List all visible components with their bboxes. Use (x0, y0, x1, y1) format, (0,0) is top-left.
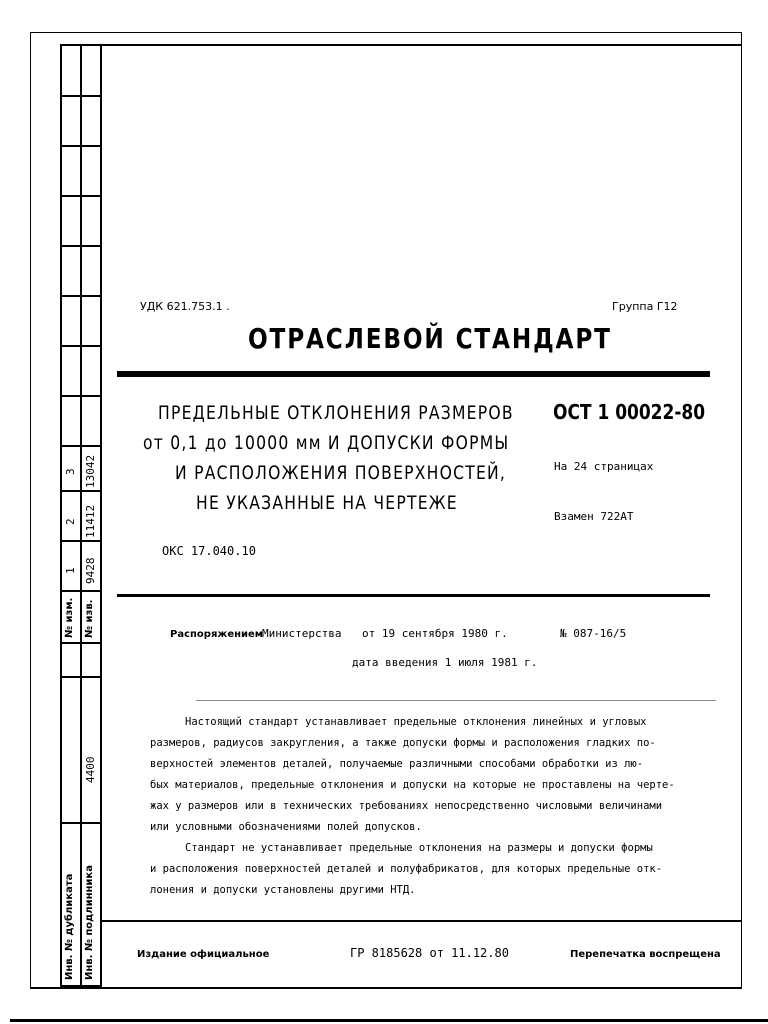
stamp-col-number-2: 2 (64, 518, 77, 525)
stamp-row-line (60, 345, 102, 347)
body-line: бых материалов, предельные отклонения и допуски на которые не проставлены на черте- (150, 779, 675, 791)
stamp-row-line (60, 445, 102, 447)
stamp-inv-original: 4400 (84, 756, 97, 783)
stamp-line-1 (60, 44, 62, 986)
subtitle-line-4: НЕ УКАЗАННЫЕ НА ЧЕРТЕЖЕ (196, 492, 458, 514)
frame-left-border (30, 32, 31, 987)
stamp-col-number-1: 1 (64, 567, 77, 574)
footer-registration: ГР 8185628 от 11.12.80 (350, 946, 509, 960)
stamp-inv-11412: 11412 (84, 504, 97, 538)
subtitle-line-2: от 0,1 до 10000 мм И ДОПУСКИ ФОРМЫ (143, 432, 510, 454)
frame-top-border (30, 32, 742, 33)
standard-designation: ОСТ 1 00022-80 (553, 400, 706, 424)
sheet-bottom-edge (10, 1019, 768, 1022)
group-code: Группа Г12 (612, 300, 678, 313)
stamp-inv-9428: 9428 (84, 557, 97, 584)
order-ministry: Министерства (262, 627, 342, 640)
frame-bottom-border (30, 987, 742, 989)
stamp-row-line (60, 195, 102, 197)
stamp-row-line (60, 295, 102, 297)
stamp-col-number-3: 3 (64, 468, 77, 475)
stamp-label-duplicate: Инв. № дубликата (64, 873, 75, 980)
oks-code: ОКС 17.040.10 (162, 544, 256, 558)
body-line: размеров, радиусов закругления, а также допуски формы и расположения гладких по- (150, 737, 656, 749)
title-rule (117, 371, 710, 377)
replaces-note: Взамен 722АТ (554, 510, 634, 523)
stamp-row-line (60, 245, 102, 247)
stamp-top-rule (60, 44, 742, 46)
stamp-row-line (60, 590, 102, 592)
stamp-line-2 (80, 44, 82, 986)
footer-rule (100, 920, 741, 922)
stamp-row-line (60, 540, 102, 542)
stamp-row-line (60, 395, 102, 397)
body-line: Настоящий стандарт устанавливает предельные отклонения линейных и угловых (185, 716, 647, 728)
order-date: от 19 сентября 1980 г. (362, 627, 508, 640)
stamp-row-line (60, 822, 102, 824)
body-line: Стандарт не устанавливает предельные отклонения на размеры и допуски формы (185, 842, 653, 854)
stamp-label-izv: № изв. (84, 599, 95, 638)
stamp-row-line (60, 145, 102, 147)
body-line: верхностей элементов деталей, получаемые различными способами обработки из лю- (150, 758, 644, 770)
faint-rule (196, 700, 716, 701)
intro-date: дата введения 1 июля 1981 г. (352, 656, 538, 669)
body-line: и расположения поверхностей деталей и полуфабрикатов, для которых предельные отк- (150, 863, 663, 875)
stamp-row-line (60, 985, 102, 987)
footer-official: Издание официальное (137, 949, 270, 960)
footer-reprint: Перепечатка воспрещена (570, 949, 721, 960)
body-line: жах у размеров или в технических требованиях непосредственно числовыми величинами (150, 800, 663, 812)
stamp-row-line (60, 642, 102, 644)
stamp-row-line (60, 95, 102, 97)
subtitle-line-1: ПРЕДЕЛЬНЫЕ ОТКЛОНЕНИЯ РАЗМЕРОВ (158, 402, 514, 424)
section-rule (117, 594, 710, 597)
body-text (150, 712, 710, 901)
stamp-label-original: Инв. № подлинника (84, 865, 95, 980)
stamp-row-line (60, 676, 102, 678)
subtitle-line-3: И РАСПОЛОЖЕНИЯ ПОВЕРХНОСТЕЙ, (175, 462, 507, 484)
stamp-line-3 (100, 44, 102, 986)
stamp-row-line (60, 490, 102, 492)
order-label: Распоряжением (170, 629, 263, 640)
order-number: № 087-16/5 (560, 627, 627, 640)
stamp-inv-13042: 13042 (84, 454, 97, 488)
body-line: лонения и допуски установлены другими НТД. (150, 884, 416, 896)
stamp-label-izm: № изм. (64, 597, 75, 638)
frame-right-border (741, 32, 742, 987)
page-count: На 24 страницах (554, 460, 654, 473)
body-line: или условными обозначениями полей допусков. (150, 821, 422, 833)
page-title: ОТРАСЛЕВОЙ СТАНДАРТ (248, 322, 612, 355)
udk-code: УДК 621.753.1 . (140, 300, 230, 313)
